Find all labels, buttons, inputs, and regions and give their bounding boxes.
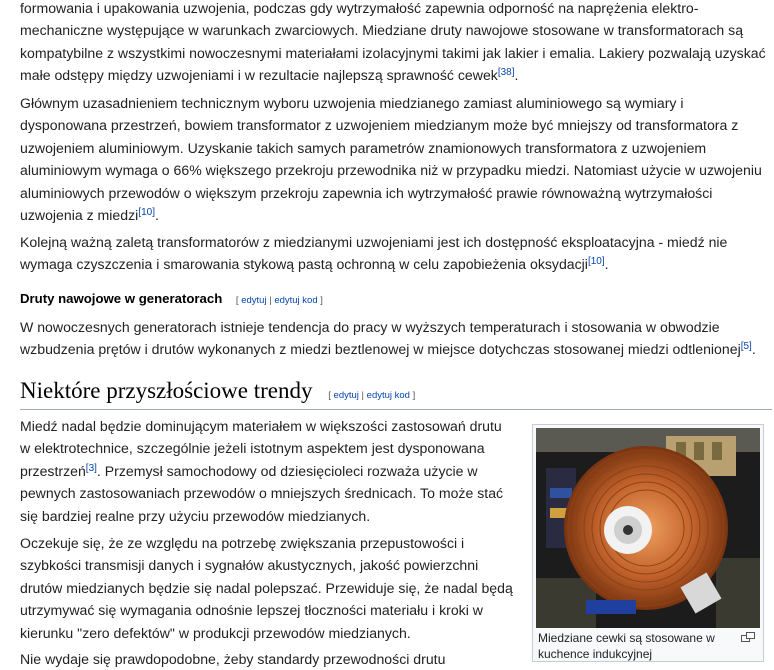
section-edit-links: [ edytuj | edytuj kod ] [235, 295, 323, 306]
induction-coil-image[interactable] [536, 428, 760, 628]
paragraph-data-transmission: Oczekuje się, że ze względu na potrzebę zwiększania przepustowości i szybkości transmisji danych i sygnałów akustycznych, jakość powierzchni drutów miedzianych będzie się nadal polepszać. Przewiduje się, że nadal będą utrzymywać się wymagania odnośnie lepszej tłoczności materiału i kroki w kierunku "zero defektów" w produkcji przewodów miedzianych. [20, 535, 513, 641]
paragraph-future-copper: Miedź nadal będzie dominującym materiałem w większości zastosowań drutu w elektrotechnice, szczególnie jeżeli istotnym aspektem jest dysponowana przestrzeń[3]. Przemysł samochodowy od dziesięcioleci rozważa użycie w pewnych zastosowaniach przewodów o mniejszych średnicach. To może stać się bardziej realne przy użyciu przewodów miedzianych. [20, 418, 504, 524]
heading-divider [20, 409, 772, 410]
figure-caption: Miedziane cewki są stosowane w kuchence indukcyjnej [538, 631, 715, 661]
edit-source-link[interactable]: edytuj kod [366, 390, 410, 401]
edit-source-link[interactable]: edytuj kod [274, 295, 318, 306]
reference-5[interactable]: [5] [740, 341, 752, 353]
paragraph-conductivity: Nie wydaje się prawdopodobne, żeby standardy przewodności drutu [20, 651, 446, 667]
reference-38[interactable]: [38] [497, 67, 515, 79]
section-edit-links: [ edytuj | edytuj kod ] [328, 390, 416, 401]
paragraph-generators: W nowoczesnych generatorach istnieje tendencja do pracy w wyższych temperaturach i stosowania w obwodzie wzbudzenia prętów i drutów wykonanych z miedzi beztlenowej w miejsce dotychczas stosowanej miedzi odtlenionej[5]. [20, 319, 756, 358]
reference-10[interactable]: [10] [138, 207, 155, 219]
paragraph-maintenance: Kolejną ważną zaletą transformatorów z miedzianymi uzwojeniami jest ich dostępność eksploatacyjna - miedź nie wymaga czyszczenia i smarowania stykową pastą ochronną w celu zapobieżenia oksydacji[10]. [20, 234, 728, 273]
reference-3[interactable]: [3] [85, 462, 97, 474]
reference-10b[interactable]: [10] [587, 256, 605, 268]
edit-link[interactable]: edytuj [241, 295, 267, 306]
figure-induction-coil [532, 424, 764, 662]
enlarge-icon[interactable] [741, 632, 755, 642]
edit-link[interactable]: edytuj [333, 390, 359, 401]
paragraph-transformer-winding: formowania i upakowania uzwojenia, podczas gdy wytrzymałość zapewnia odporność na naprężenia elektro- mechaniczne występujące w warunkach zwarciowych. Miedziane druty nawojowe stosowane w transformatorach są kompatybilne z wszystkimi nowoczesnymi materiałami izolacyjnymi takimi jak lakier i emalia. Lakiery pozwalają uzyskać małe odstępy między uzwojeniami i w rezultacie najlepszą sprawność cewek[38]. [20, 0, 766, 84]
section-heading-generators: Druty nawojowe w generatorach [ edytuj | edytuj kod ] [20, 291, 323, 306]
paragraph-copper-vs-aluminium: Głównym uzasadnieniem technicznym wyboru uzwojenia miedzianego zamiast aluminiowego są wymiary i dysponowana przestrzeń, bowiem transformator z uzwojeniem miedzianym może być mniejszy od transformatora z uzwojeniem aluminiowym. Uzyskanie takich samych parametrów znamionowych transformatora z uzwojeniem aluminiowym wymaga o 66% większego przekroju przewodnika niż w przypadku miedzi. Natomiast użycie w uzwojeniu aluminiowych przewodów o większym przekroju zapewnia ich wytrzymałość prawie równoważną wytrzymałości uzwojenia z miedzi[10]. [20, 95, 762, 224]
section-heading-future-trends: Niektóre przyszłościowe trendy [ edytuj | edytuj kod ] [20, 378, 416, 403]
